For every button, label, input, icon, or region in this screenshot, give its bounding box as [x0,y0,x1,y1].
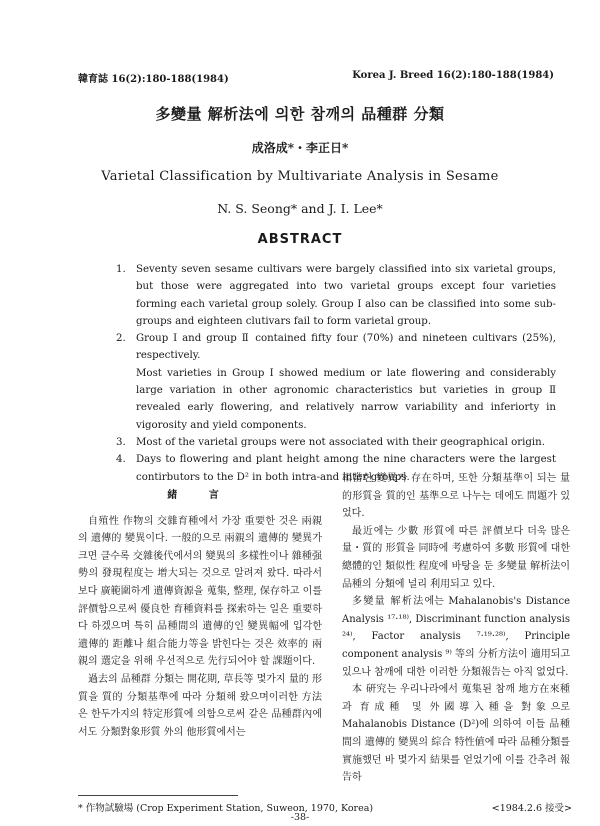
journal-citation-korean: 韓育誌 16(2):180-188(1984) [78,74,229,85]
body-paragraph: 自殖性 作物의 交雜育種에서 가장 重要한 것은 兩親의 遺傳的 變異이다. 一般的으로 兩親의 遺傳的 變異가 크면 클수록 交雜後代에서의 變異의 多樣性이나 雜種强勢의 發現程度는 增大되는 것으로 알려져 왔다. 따라서 보다 廣範圍하게 遺傳資源을 蒐集, 整理, 保存하고 이를 評價함으로써 優良한 育種資料를 探索하는 일은 重要하다 하겠으며 특히 品種間의 遺傳的인 變異幅에 입각한 遺傳的 距離나 組合能力等을 밝힌다는 것은 效率的 兩親의 選定을 위해 우선적으로 先行되어야 할 課題이다. [78,515,322,668]
body-paragraph: 多變量 解析法에는 Mahalanobis's Distance Analysis ¹⁷·¹⁸⁾, Discriminant function analysis ²⁴⁾, Factor analysis ⁷·¹⁹·²⁸⁾, Principle component analysis ⁹⁾ 等의 分析方法이 適用되고 있으나 참깨에 대한 이러한 分類報告는 아직 없었다. [342,596,571,678]
abstract-item-number: 2. [116,333,126,345]
authors-korean: 成洛成*・李正日* [251,141,349,155]
body-paragraph: 過去의 品種群 分類는 開花期, 草長等 몇가지 量的 形質을 質的 分類基準에 따라 分類해 왔으며이러한 方法은 한두가지의 特定形質에 의함으로써 같은 品種群內에서도 分類對象形質 外의 他形質에서는 [78,673,322,738]
footnote-affiliation: * 作物試驗場 (Crop Experiment Station, Suweon, 1970, Korea) [78,803,374,814]
abstract-list [116,261,556,486]
abstract-item [116,434,556,451]
abstract-item-text: Most varieties in Group I showed medium or late flowering and considerably large variation in other agronomic characteristics but varieties in group Ⅱ revealed early flowering, and relatively narrow variability and inferiorty in vigorosity and yield components. [136,367,556,431]
right-column [342,470,570,787]
body-paragraph: 本 硏究는 우리나라에서 蒐集된 참깨 地方在來種과 育成種 및 外國導入種을 對象으로 Mahalanobis Distance (D²)에 의하여 이들 品種間의 遺傳的 變異의 綜合 特性値에 따라 品種分類를 實施했던 바 몇가지 結果를 얻었기에 이를 간추려 報告하 [342,684,570,784]
page-number: -38- [290,812,310,823]
title-english: Varietal Classification by Multivariate Analysis in Sesame [101,169,499,184]
abstract-item-text: Most of the varietal groups were not associated with their geographical origin. [136,436,545,448]
abstract-item-number: 3. [116,436,126,448]
abstract-item-number: 1. [116,264,126,275]
footnote-rule [78,795,238,796]
abstract-item [116,330,556,434]
abstract-item [116,261,556,330]
authors-english: N. S. Seong* and J. I. Lee* [217,201,383,216]
received-date: <1984.2.6 接受> [491,803,572,814]
left-column [78,487,322,741]
abstract-item-number: 4. [116,454,126,466]
journal-citation-english: Korea J. Breed 16(2):180-188(1984) [352,70,554,81]
abstract-item-text: Seventy seven sesame cultivars were bargely classified into six varietal groups, but those were aggregated into two varietal groups except four varieties forming each varietal group solely. Group I also can be classified into some sub-groups and eighteen clutivars fail to form varietal group. [136,264,556,327]
body-paragraph: 最近에는 少數 形質에 따른 評價보다 더욱 많은 量・質的 形質을 同時에 考慮하여 多數 形質에 대한 總體的인 類似性 程度에 바탕을 둔 多變量 解析法이 品種의 分類에 널리 利用되고 있다. [342,525,570,590]
abstract-item-text: Group I and group Ⅱ contained fifty four (70%) and nineteen cultivars (25%), respectively. [136,333,556,362]
body-paragraph: 相當한 變異가 存在하며, 또한 分類基準이 되는 量的形質을 質的인 基準으로 나누는 데에도 問題가 있었다. [342,473,570,520]
title-korean: 多變量 解析法에 의한 참깨의 品種群 分類 [155,105,445,123]
abstract-item-text: Days to flowering and plant height among the nine characters were the largest contirbutors to the D² in both intra-and inter-groups. [136,454,556,483]
introduction-heading: 緒 言 [167,490,233,501]
abstract-heading: ABSTRACT [257,232,343,247]
